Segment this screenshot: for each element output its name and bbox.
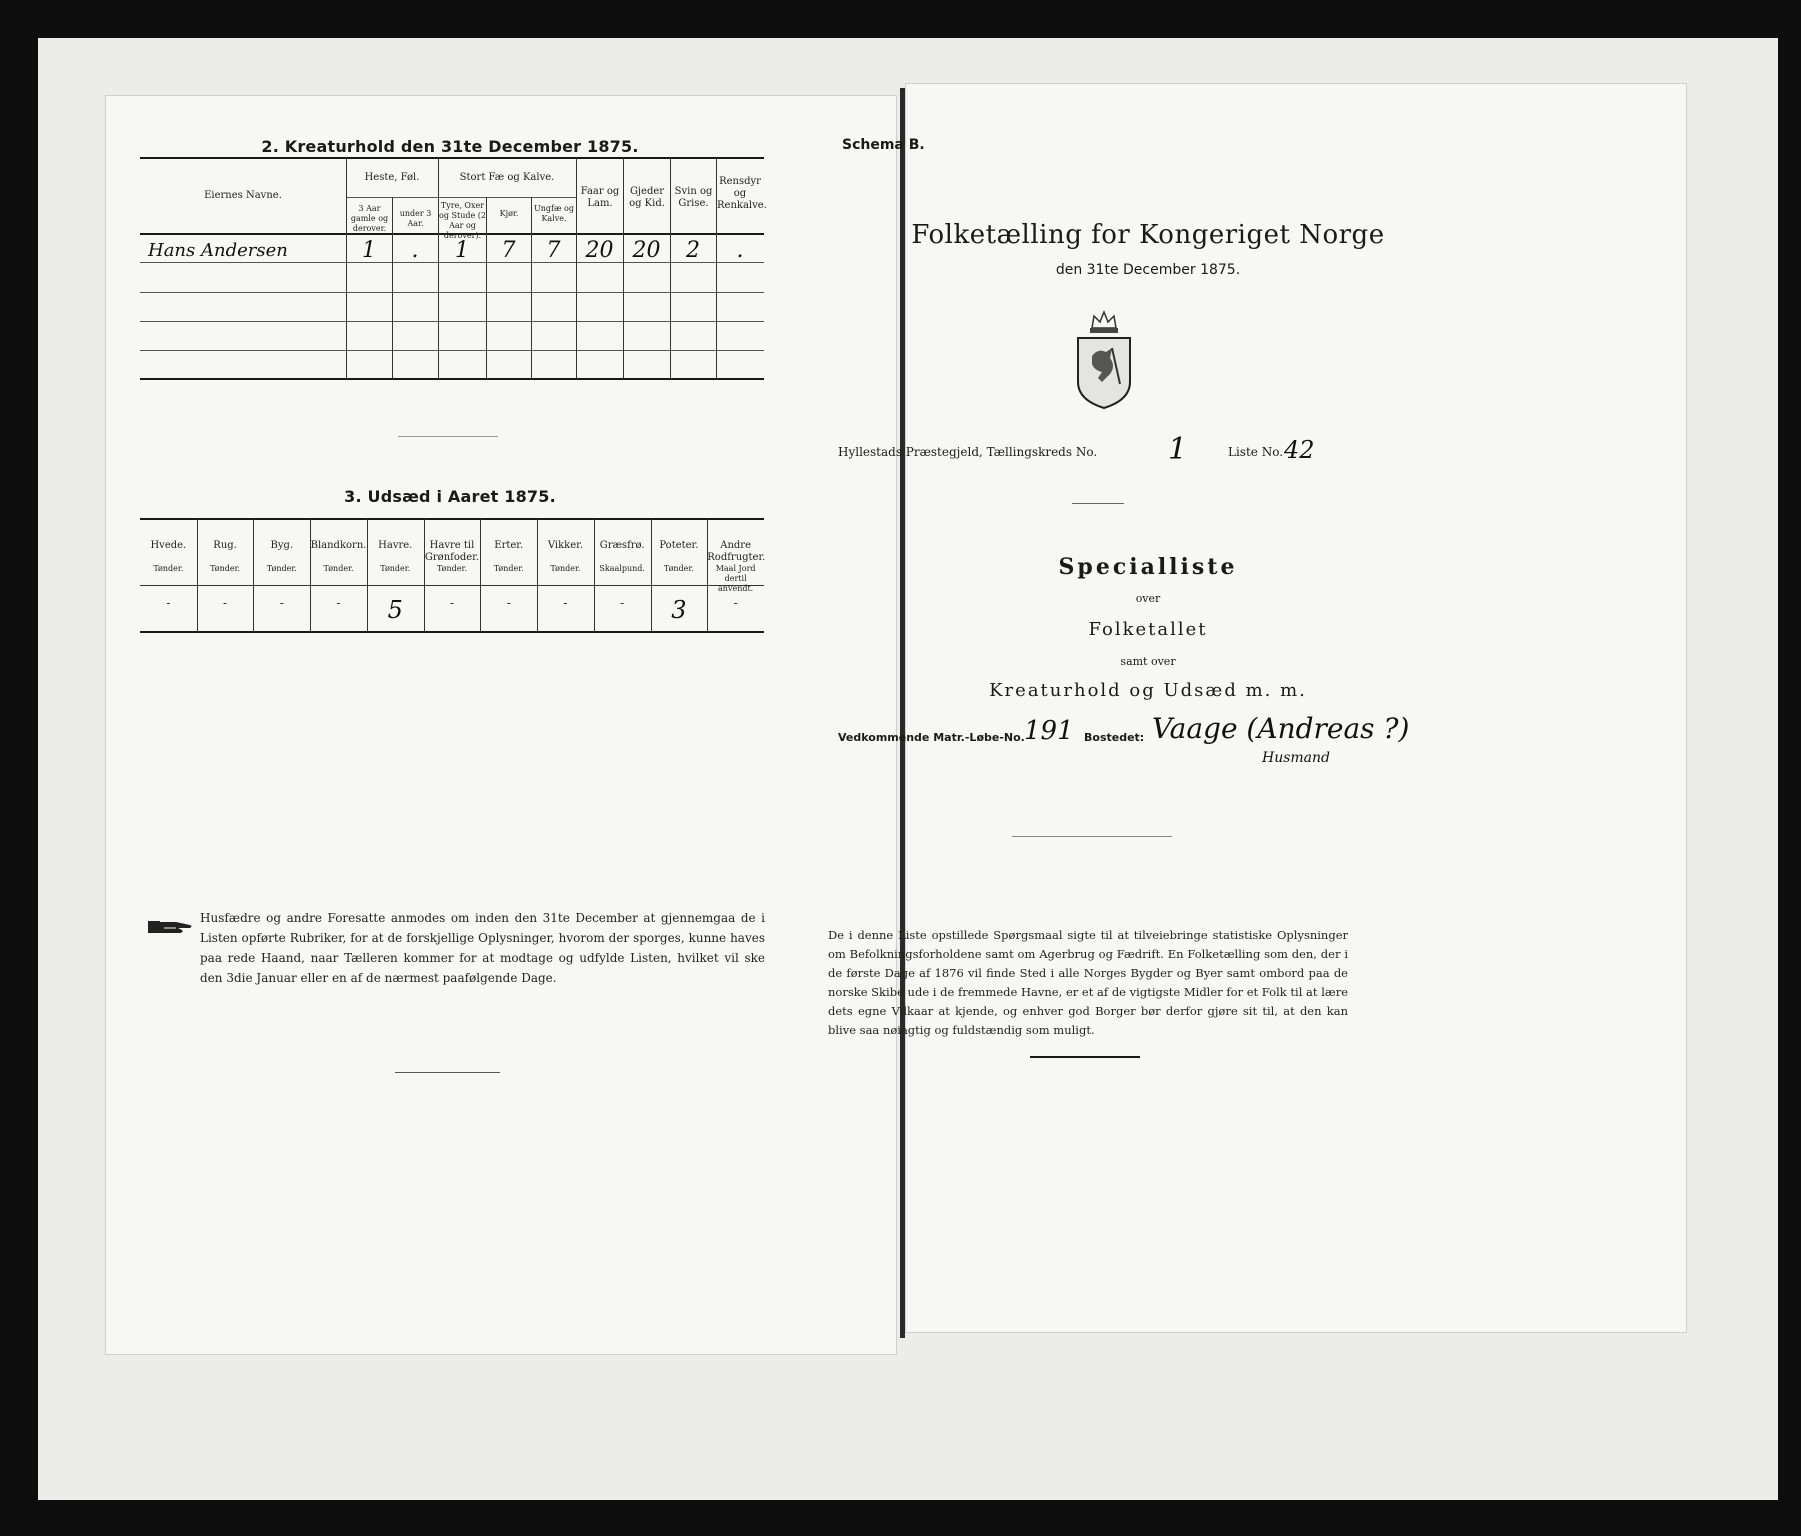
left-page — [106, 96, 896, 1354]
seed-top-rule — [140, 518, 764, 520]
over-text: over — [1135, 592, 1161, 605]
header-owner: Eiernes Navne. — [204, 190, 282, 201]
samt-over-text: samt over — [1120, 655, 1176, 668]
seed-value: - — [449, 596, 455, 610]
col-line — [486, 197, 487, 379]
seed-header-unit: Skaalpund. — [599, 564, 645, 573]
seed-value: - — [223, 596, 228, 610]
seed-header-name: Poteter. — [659, 540, 699, 551]
seed-header-unit: Maal Jord dertil anvendt. — [715, 564, 756, 593]
col-line — [531, 197, 532, 379]
cell-goats: 20 — [632, 238, 661, 263]
cell-bulls: 1 — [455, 238, 469, 263]
special-title: Specialliste — [1058, 554, 1238, 580]
schema-label: Schema B. — [842, 137, 925, 153]
group-line — [346, 197, 576, 198]
seed-header-unit: Tønder. — [663, 564, 694, 573]
seed-value: - — [166, 596, 171, 610]
seed-bottom-rule — [140, 631, 764, 633]
header-cows: Kjør. — [499, 209, 519, 218]
header-reindeer: Rensdyr og Renkalve. — [717, 176, 767, 211]
list-no: 42 — [1284, 436, 1315, 464]
seed-header-name: Erter. — [494, 540, 524, 551]
header-bulls: Tyre, Oxer og Stude (2 Aar og derover). — [439, 201, 486, 240]
header-young-cattle: Ungfæ og Kalve. — [534, 204, 574, 223]
seed-header-name: Havre til Grønfoder. — [424, 540, 480, 563]
header-cattle: Stort Fæ og Kalve. — [459, 172, 555, 183]
seed-header-unit: Tønder. — [550, 564, 581, 573]
livestock-title: 2. Kreaturhold den 31te December 1875. — [261, 137, 639, 156]
list-label: Liste No. — [1228, 445, 1284, 459]
seed-header-name: Andre Rodfrugter. — [707, 540, 766, 563]
seed-header-name: Havre. — [378, 540, 413, 551]
header-goats: Gjeder og Kid. — [629, 186, 665, 209]
seed-header-name: Vikker. — [547, 540, 584, 551]
seed-title: 3. Udsæd i Aaret 1875. — [344, 487, 556, 506]
bosted-sub: Husmand — [1262, 750, 1331, 766]
seed-header-unit: Tønder. — [210, 564, 241, 573]
divider — [1012, 836, 1172, 837]
bosted-label: Bostedet: — [1084, 731, 1145, 744]
seed-header-name: Rug. — [213, 540, 237, 551]
seed-value: - — [733, 596, 738, 610]
notice-text: Husfædre og andre Foresatte anmodes om inden den 31te December at gjennemgaa de i Listen opførte Rubriker, for at de forskjellige Oplysninger, hvorom der sporges, kunne haves paa rede Haand, naar Tælleren kommer for at modtage og udfylde Listen, hvilket vil ske den 3die Januar eller en af de nærmest paafølgende Dage. — [200, 911, 765, 985]
seed-header-unit: Tønder. — [266, 564, 297, 573]
header-horses-young: under 3 Aar. — [399, 209, 432, 228]
seed-col-line — [480, 519, 481, 632]
district-no: 1 — [1168, 432, 1188, 467]
pointing-hand-icon — [148, 918, 194, 936]
matr-no: 191 — [1024, 716, 1074, 746]
livestock-line: Kreaturhold og Udsæd m. m. — [989, 680, 1307, 701]
end-rule — [1030, 1056, 1140, 1058]
cell-horses-old: 1 — [362, 238, 376, 263]
footer-text: De i denne Liste opstillede Spørgsmaal sigte til at tilveiebringe statistiske Oplysninger om Befolkningsforholdene samt om Agerbrug og Fædrift. En Folketælling som den, der i de første Dage af 1876 vil finde Sted i alle Norges Bygder og Byer samt ombord paa de norske Skibe ude i de fremmede Havne, er et af de vigtigste Midler for et Folk til at lære dets egne Vilkaar at kjende, og enhver god Borger bør derfor gjøre sit til, at den kan blive saa nøiagtig og fuldstændig som muligt. — [828, 928, 1348, 1037]
seed-header-unit: Tønder. — [436, 564, 467, 573]
seed-value: 3 — [671, 596, 687, 624]
cell-horses-young: . — [411, 238, 419, 263]
seed-value: - — [563, 596, 568, 610]
seed-col-line — [253, 519, 254, 632]
seed-header-name: Græsfrø. — [599, 540, 645, 551]
seed-value: - — [506, 596, 511, 610]
date-line: den 31te December 1875. — [1055, 262, 1241, 278]
header-sheep: Faar og Lam. — [580, 186, 620, 209]
divider — [1072, 503, 1124, 504]
seed-header-unit: Tønder. — [323, 564, 354, 573]
seed-col-line — [424, 519, 425, 632]
owner-name: Hans Andersen — [148, 240, 288, 261]
col-line — [346, 158, 347, 379]
folketallet-text: Folketallet — [1088, 619, 1208, 640]
end-rule — [395, 1072, 500, 1073]
seed-header-unit: Tønder. — [493, 564, 524, 573]
seed-value: - — [620, 596, 625, 610]
seed-col-line — [594, 519, 595, 632]
seed-col-line — [537, 519, 538, 632]
seed-col-line — [197, 519, 198, 632]
seed-value: - — [279, 596, 284, 610]
seed-header-unit: Tønder. — [153, 564, 184, 573]
col-line — [438, 158, 439, 379]
seed-header-unit: Tønder. — [380, 564, 411, 573]
seed-value: - — [336, 596, 341, 610]
divider — [398, 436, 498, 437]
seed-header-name: Hvede. — [150, 540, 187, 551]
header-pigs: Svin og Grise. — [674, 186, 713, 209]
cell-pigs: 2 — [686, 238, 700, 263]
seed-header-name: Byg. — [270, 540, 294, 551]
seed-value: 5 — [387, 596, 403, 624]
main-title: Folketælling for Kongeriget Norge — [911, 220, 1385, 250]
header-horses: Heste, Føl. — [364, 172, 420, 183]
cell-young-cattle: 7 — [546, 238, 561, 263]
parish-label: Hyllestads Præstegjeld, Tællingskreds No. — [838, 445, 1098, 459]
seed-col-line — [310, 519, 311, 632]
cell-cows: 7 — [501, 238, 516, 263]
coat-of-arms-icon — [1072, 308, 1136, 412]
seed-header-rule — [140, 585, 764, 586]
cell-reindeer: . — [736, 238, 744, 263]
header-horses-old: 3 Aar gamle og derover. — [350, 204, 389, 233]
matr-label: Vedkommende Matr.-Løbe-No. — [838, 731, 1025, 744]
bosted-value: Vaage (Andreas ?) — [1152, 712, 1410, 745]
cell-sheep: 20 — [585, 238, 614, 263]
seed-header-name: Blandkorn. — [310, 540, 367, 551]
